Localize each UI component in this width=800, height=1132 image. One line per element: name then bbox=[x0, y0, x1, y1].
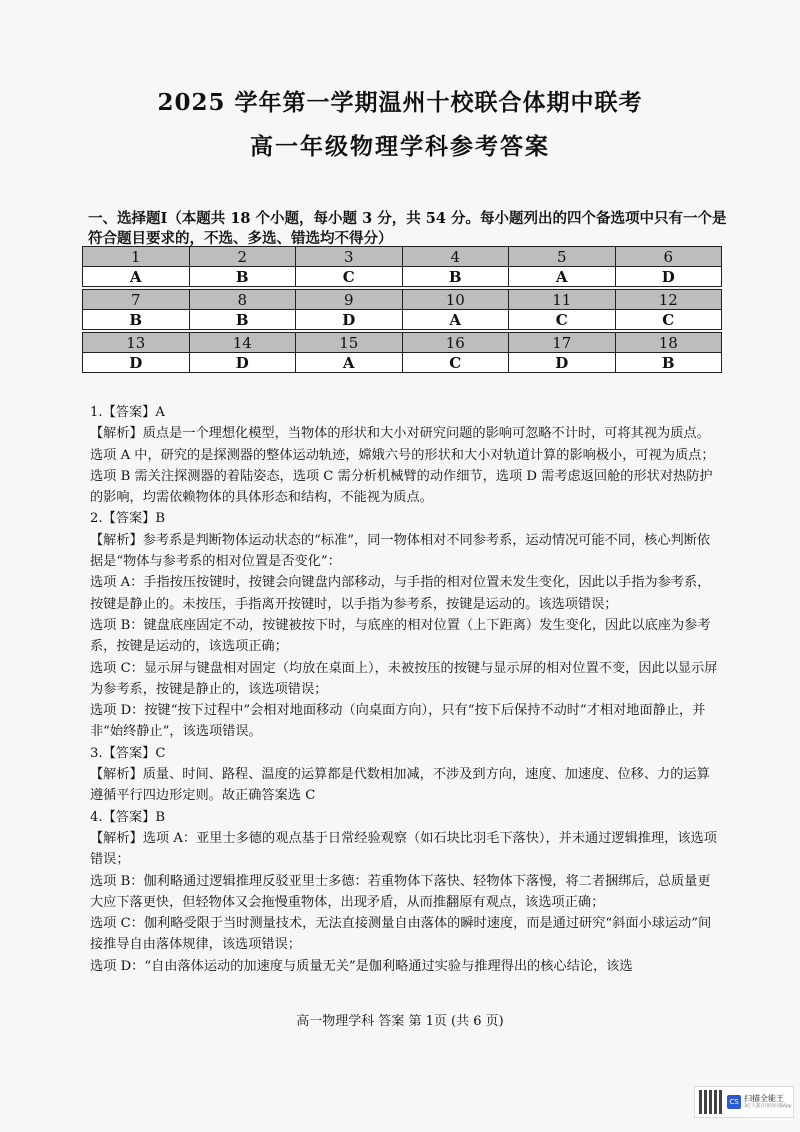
answer-cell: C bbox=[402, 353, 509, 373]
question-number-cell: 18 bbox=[615, 333, 722, 353]
answer-cell: D bbox=[615, 267, 722, 287]
answer-cell: C bbox=[509, 310, 616, 330]
question-number-cell: 13 bbox=[83, 333, 190, 353]
question-number-cell: 14 bbox=[189, 333, 296, 353]
question-number-cell: 10 bbox=[402, 290, 509, 310]
explanation-paragraph: 选项 B：键盘底座固定不动，按键被按下时，与底座的相对位置（上下距离）发生变化，因此以底座为参考系，按键是运动的，该选项正确； bbox=[90, 617, 711, 655]
section-heading: 一、选择题Ⅰ（本题共 18 个小题，每小题 3 分，共 54 分。每小题列出的四个备选项中只有一个是符合题目要求的，不选、多选、错选均不得分） bbox=[88, 210, 727, 247]
explanation-paragraph: 【解析】参考系是判断物体运动状态的“标准”，同一物体相对不同参考系，运动情况可能不同，核心判断依据是“物体与参考系的相对位置是否变化”： bbox=[90, 532, 711, 570]
answer-cell: B bbox=[189, 267, 296, 287]
answer-row bbox=[83, 267, 722, 287]
question-number-cell: 12 bbox=[615, 290, 722, 310]
explanation-paragraph: 选项 A 中，研究的是探测器的整体运动轨迹，嫦娥六号的形状和大小对轨道计算的影响极小，可视为质点； bbox=[90, 447, 715, 463]
question-number-row bbox=[83, 333, 722, 353]
answer-cell: C bbox=[615, 310, 722, 330]
question-number-cell: 5 bbox=[509, 247, 616, 267]
page-footer: 高一物理学科 答案 第 1页 (共 6 页) bbox=[296, 1014, 504, 1029]
explanation-paragraph: 选项 B 需关注探测器的着陆姿态，选项 C 需分析机械臂的动作细节，选项 D 需考虑返回舱的形状对热防护的影响，均需依赖物体的具体形态和结构，不能视为质点。 bbox=[90, 468, 713, 506]
answer-cell: C bbox=[296, 267, 403, 287]
question-number-cell: 8 bbox=[189, 290, 296, 310]
answer-cell: B bbox=[189, 310, 296, 330]
explanation-paragraph: 【解析】质点是一个理想化模型，当物体的形状和大小对研究问题的影响可忽略不计时，可将其视为质点。 bbox=[90, 426, 710, 442]
explanation-paragraph: 1.【答案】A bbox=[90, 405, 165, 420]
answer-row bbox=[83, 310, 722, 330]
explanation-paragraph: 选项 D：“自由落体运动的加速度与质量无关”是伽利略通过实验与推理得出的核心结论，该选 bbox=[90, 958, 633, 974]
answer-cell: D bbox=[189, 353, 296, 373]
answer-cell: B bbox=[615, 353, 722, 373]
question-number-cell: 4 bbox=[402, 247, 509, 267]
camscanner-logo-icon: CS bbox=[727, 1095, 741, 1109]
answer-cell: B bbox=[83, 310, 190, 330]
answer-cell: D bbox=[83, 353, 190, 373]
answer-table bbox=[82, 246, 722, 373]
question-number-cell: 7 bbox=[83, 290, 190, 310]
answer-cell: A bbox=[83, 267, 190, 287]
explanation-paragraph: 【解析】质量、时间、路程、温度的运算都是代数相加减，不涉及到方向，速度、加速度、位移、力的运算遵循平行四边形定则。故正确答案选 C bbox=[90, 767, 710, 804]
explanation-paragraph: 选项 D：按键“按下过程中”会相对地面移动（向桌面方向），只有“按下后保持不动时”才相对地面静止，并非“始终静止”，该选项错误。 bbox=[90, 703, 706, 740]
page-title: 2025 学年第一学期温州十校联合体期中联考 bbox=[157, 89, 643, 116]
question-number-cell: 1 bbox=[83, 247, 190, 267]
answer-cell: A bbox=[402, 310, 509, 330]
question-number-cell: 3 bbox=[296, 247, 403, 267]
question-number-row bbox=[83, 290, 722, 310]
explanation-paragraph: 4.【答案】B bbox=[90, 809, 166, 825]
question-number-cell: 11 bbox=[509, 290, 616, 310]
watermark-title: 扫描全能王 bbox=[744, 1094, 784, 1103]
answer-cell: D bbox=[296, 310, 403, 330]
question-number-cell: 2 bbox=[189, 247, 296, 267]
question-number-cell: 16 bbox=[402, 333, 509, 353]
page-subtitle: 高一年级物理学科参考答案 bbox=[250, 133, 550, 160]
explanation-paragraph: 选项 C：显示屏与键盘相对固定（均放在桌面上），未被按压的按键与显示屏的相对位置不变，因此以显示屏为参考系，按键是静止的，该选项错误； bbox=[90, 660, 718, 697]
watermark-subtitle: 3亿人都在用的扫描App bbox=[744, 1104, 792, 1109]
qr-code-icon bbox=[699, 1090, 723, 1114]
explanation-paragraph: 2.【答案】B bbox=[90, 511, 166, 527]
question-number-cell: 17 bbox=[509, 333, 616, 353]
explanations bbox=[90, 402, 720, 977]
answer-cell: B bbox=[402, 267, 509, 287]
answer-row bbox=[83, 353, 722, 373]
explanation-paragraph: 选项 C：伽利略受限于当时测量技术，无法直接测量自由落体的瞬时速度，而是通过研究“斜面小球运动”间接推导自由落体规律，该选项错误； bbox=[90, 916, 712, 953]
question-number-cell: 6 bbox=[615, 247, 722, 267]
answer-cell: A bbox=[296, 353, 403, 373]
scanner-watermark bbox=[694, 1086, 794, 1118]
explanation-paragraph: 选项 B：伽利略通过逻辑推理反驳亚里士多德：若重物体下落快、轻物体下落慢，将二者捆绑后，总质量更大应下落更快，但轻物体又会拖慢重物体，出现矛盾，从而推翻原有观点，该选项正确； bbox=[90, 873, 711, 910]
question-number-row bbox=[83, 247, 722, 267]
question-number-cell: 9 bbox=[296, 290, 403, 310]
explanation-paragraph: 【解析】选项 A：亚里士多德的观点基于日常经验观察（如石块比羽毛下落快），并未通过逻辑推理，该选项错误； bbox=[90, 830, 717, 868]
answer-cell: A bbox=[509, 267, 616, 287]
question-number-cell: 15 bbox=[296, 333, 403, 353]
explanation-paragraph: 3.【答案】C bbox=[90, 745, 166, 761]
explanation-paragraph: 选项 A：手指按压按键时，按键会向键盘内部移动，与手指的相对位置未发生变化，因此以手指为参考系，按键是静止的。未按压，手指离开按键时，以手指为参考系，按键是运动的。该选项错误； bbox=[90, 575, 711, 612]
answer-cell: D bbox=[509, 353, 616, 373]
